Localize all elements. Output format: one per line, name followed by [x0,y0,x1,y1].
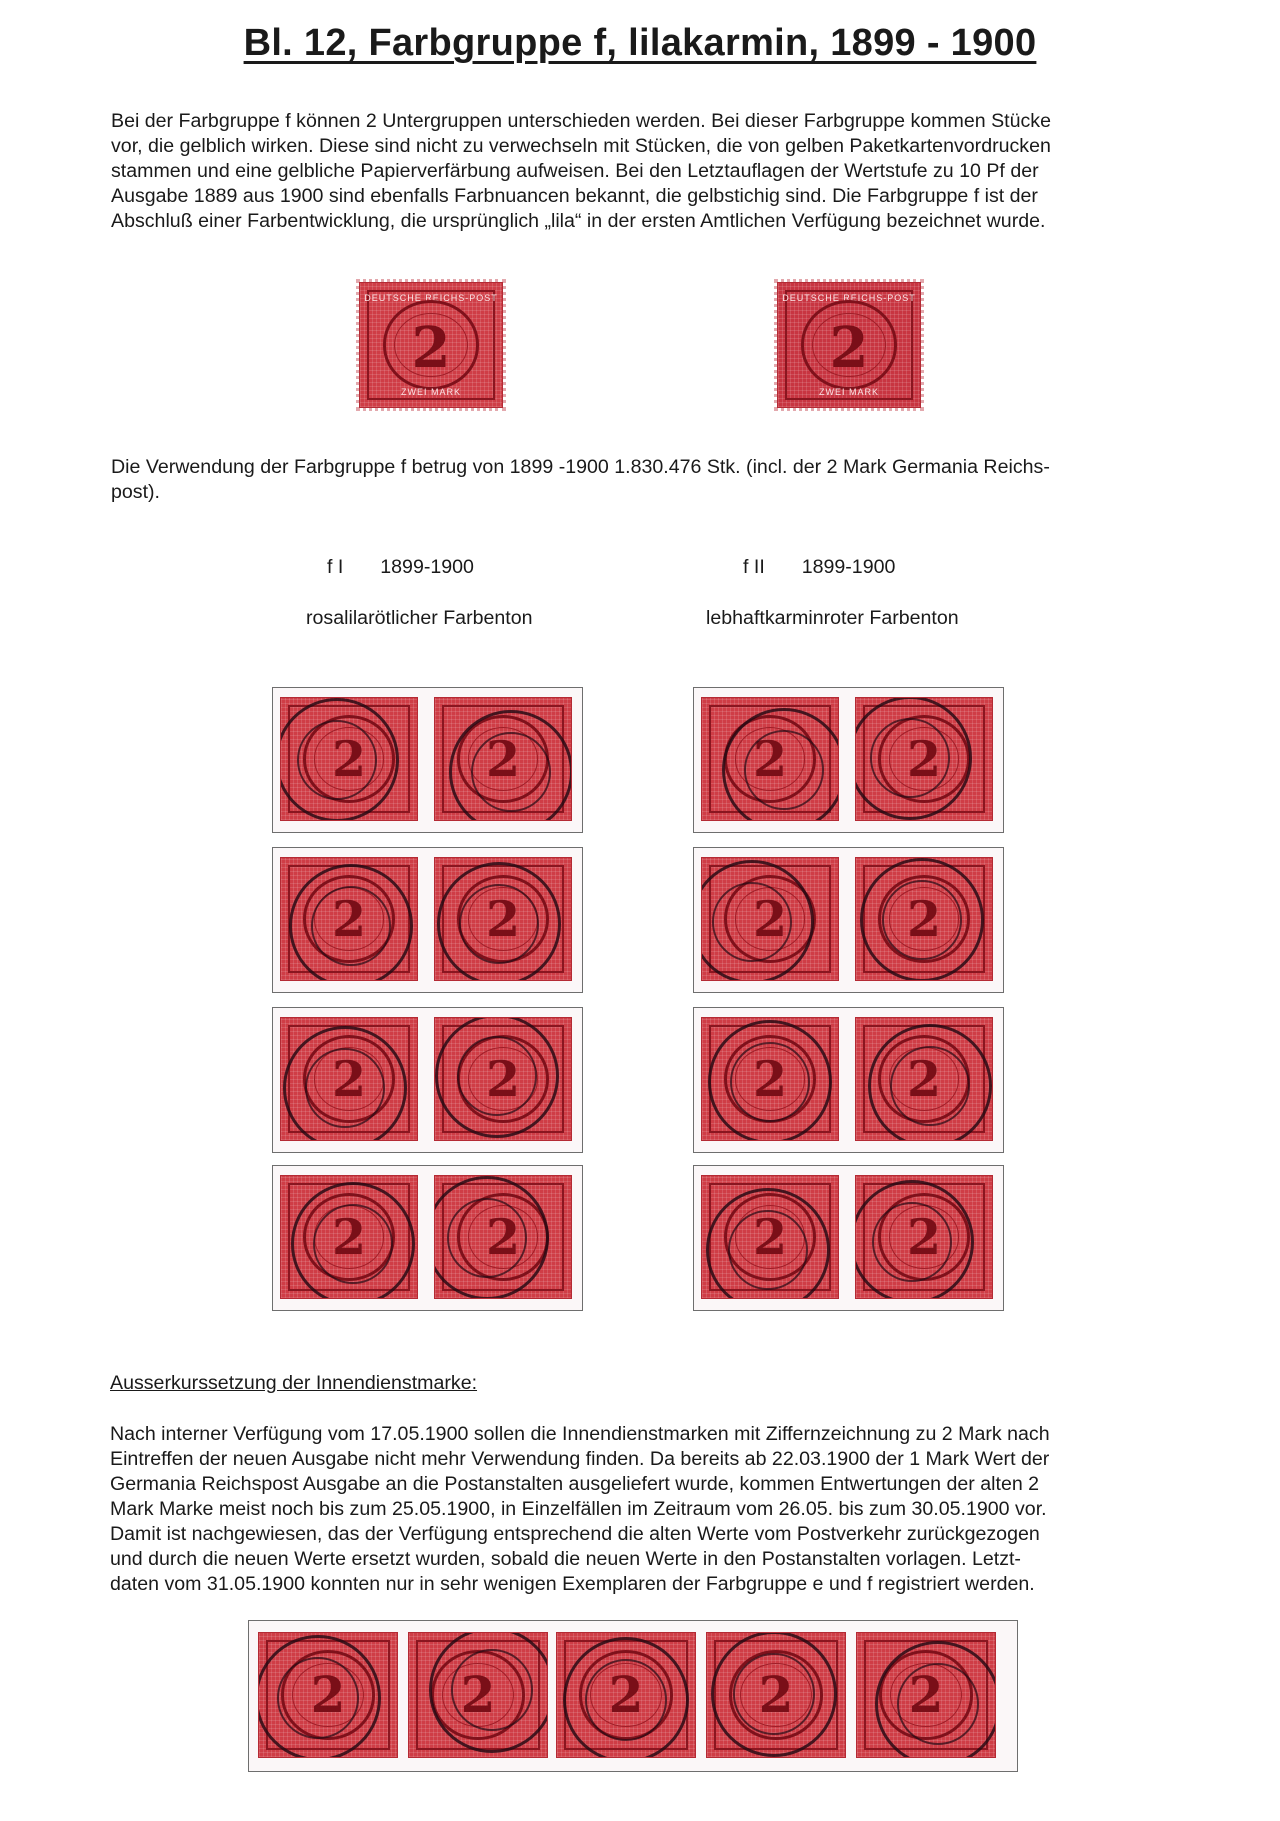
stamp-numeral: 2 [411,315,451,382]
group-fII-description: lebhaftkarminroter Farbenton [706,607,959,629]
postmark-cancel [259,1635,381,1757]
postmark-inner-ring [870,718,950,798]
stamp-pair-card [693,1007,1004,1153]
late-usage-strip [248,1620,1018,1772]
used-stamp [409,1633,547,1757]
stamp-numeral: 2 [752,1207,788,1266]
stamp-numeral: 2 [908,1665,944,1725]
stamp-numeral: 2 [906,1207,942,1266]
stamp-numeral: 2 [485,1207,521,1266]
used-stamp [702,858,838,980]
used-stamp [435,1176,571,1298]
used-stamp [259,1633,397,1757]
stamp-pair-card [272,1165,583,1311]
stamp-numeral: 2 [906,889,942,948]
postmark-cancel [860,858,984,980]
used-stamp [281,1176,417,1298]
intro-line: Bei der Farbgruppe f können 2 Untergruppen unterschieden werden. Bei dieser Farbgruppe kommen Stücke [111,110,1051,132]
used-stamp [281,858,417,980]
stamp-numeral: 2 [906,729,942,788]
stamp-numeral: 2 [752,889,788,948]
page-title: Bl. 12, Farbgruppe f, lilakarmin, 1899 - 1900 [243,22,1037,64]
usage-line: Die Verwendung der Farbgruppe f betrug von 1899 -1900 1.830.476 Stk. (incl. der 2 Mark Germania Reichs- [111,456,1050,478]
stamp-pair-card [272,687,583,833]
group-fI-header [327,555,474,580]
stamp-numeral: 2 [310,1665,346,1725]
usage-paragraph [111,455,1165,505]
postmark-inner-ring [744,730,824,810]
stamp-numeral: 2 [331,1049,367,1108]
mint-stamp [360,283,502,407]
postmark-cancel [449,710,571,820]
postmark-inner-ring [305,1048,385,1128]
stamp-top-label: DEUTSCHE REICHS-POST [364,293,498,303]
used-stamp [702,1176,838,1298]
mint-stamp [778,283,920,407]
used-stamp [856,698,992,820]
postmark-inner-ring [897,1663,979,1745]
stamp-numeral: 2 [906,1049,942,1108]
closing-paragraph [110,1422,1163,1597]
postmark-inner-ring [277,1657,359,1739]
intro-paragraph [111,109,1165,234]
used-stamp [702,698,838,820]
used-stamp [435,698,571,820]
closing-line: Nach interner Verfügung vom 17.05.1900 sollen die Innendienstmarken mit Ziffernzeichnung zu 2 Mark nach [110,1423,1050,1445]
postmark-cancel [435,1176,549,1298]
postmark-inner-ring [471,732,551,812]
postmark-inner-ring [459,884,539,964]
used-stamp [857,1633,995,1757]
group-fII-header [743,555,895,580]
stamp-numeral: 2 [331,889,367,948]
used-stamp [856,858,992,980]
stamp-pair-card [693,847,1004,993]
closing-line: Germania Reichspost Ausgabe an die Postanstalten ausgeliefert wurde, kommen Entwertungen der alten 2 [110,1473,1040,1495]
stamp-numeral: 2 [752,729,788,788]
postmark-cancel [563,1637,689,1757]
stamp-bottom-label: ZWEI MARK [819,387,879,397]
stamp-bottom-label: ZWEI MARK [401,387,461,397]
postmark-cancel [711,1633,837,1757]
closing-line: Mark Marke meist noch bis zum 25.05.1900, in Einzelfällen im Zeitraum vom 26.05. bis zum 30.05.1900 vor. [110,1498,1047,1520]
postmark-cancel [875,1641,995,1757]
postmark-inner-ring [457,1036,537,1116]
postmark-inner-ring [447,1198,527,1278]
used-stamp [557,1633,695,1757]
stamp-pair-card [693,687,1004,833]
stamp-numeral: 2 [829,315,869,382]
stamp-numeral: 2 [608,1665,644,1725]
postmark-inner-ring [733,1653,815,1735]
postmark-inner-ring [313,1204,393,1284]
postmark-cancel [281,698,399,820]
intro-line: vor, die gelblich wirken. Diese sind nicht zu verwechseln mit Stücken, die von gelben Paketkartenvordrucken [111,135,1051,157]
used-stamp [856,1176,992,1298]
group-code: f II [743,556,765,578]
group-fI-description: rosalilarötlicher Farbenton [306,607,533,629]
stamp-numeral: 2 [331,1207,367,1266]
closing-line: Damit ist nachgewiesen, das der Verfügung entsprechend die alten Werte vom Postverkehr zurückgezogen [110,1523,1040,1545]
postmark-inner-ring [882,880,962,960]
intro-line: Ausgabe 1889 aus 1900 sind ebenfalls Farbnuancen bekannt, die gelbstichig sind. Die Farbgruppe f ist der [111,185,1038,207]
postmark-cancel [435,1018,559,1138]
used-stamp [281,698,417,820]
postmark-inner-ring [451,1649,533,1731]
stamp-numeral: 2 [758,1665,794,1725]
group-years: 1899-1900 [380,556,474,578]
used-stamp [707,1633,845,1757]
postmark-cancel [708,1020,832,1140]
postmark-inner-ring [728,1210,808,1290]
group-code: f I [327,556,344,578]
postmark-inner-ring [297,720,377,800]
closing-line: und durch die neuen Werte ersetzt wurden, sobald die neuen Werte in den Postanstalten vorlagen. Letzt- [110,1548,1021,1570]
usage-line: post). [111,481,161,503]
postmark-inner-ring [311,886,391,966]
used-stamp [435,1018,571,1140]
postmark-inner-ring [872,1202,952,1282]
stamp-pair-card [693,1165,1004,1311]
stamp-pair-card [272,847,583,993]
used-stamp [856,1018,992,1140]
postmark-cancel [283,1026,407,1140]
section-heading: Ausserkurssetzung der Innendienstmarke: [110,1372,478,1394]
postmark-inner-ring [890,1046,970,1126]
stamp-numeral: 2 [460,1665,496,1725]
stamp-numeral: 2 [485,1049,521,1108]
used-stamp [702,1018,838,1140]
used-stamp [281,1018,417,1140]
stamp-numeral: 2 [752,1049,788,1108]
stamp-top-label: DEUTSCHE REICHS-POST [782,293,916,303]
stamp-numeral: 2 [331,729,367,788]
postmark-cancel [856,1180,974,1298]
postmark-cancel [437,862,561,980]
closing-line: Eintreffen der neuen Ausgabe nicht mehr Verwendung finden. Da bereits ab 22.03.1900 der 1 Mark Wert der [110,1448,1050,1470]
postmark-inner-ring [585,1659,667,1741]
used-stamp [435,858,571,980]
postmark-inner-ring [730,1042,810,1122]
intro-line: Abschluß einer Farbentwicklung, die ursprünglich „lila“ in der ersten Amtlichen Verfügung bezeichnet wurde. [111,210,1046,232]
stamp-pair-card [272,1007,583,1153]
intro-line: stammen und eine gelbliche Papierverfärbung aufweisen. Bei den Letztauflagen der Wertstufe zu 10 Pf der [111,160,1039,182]
closing-line: daten vom 31.05.1900 konnten nur in sehr wenigen Exemplaren der Farbgruppe e und f registriert werden. [110,1573,1035,1595]
postmark-cancel [289,864,413,980]
postmark-inner-ring [712,882,792,962]
postmark-cancel [291,1182,415,1298]
postmark-cancel [868,1024,992,1140]
stamp-numeral: 2 [485,729,521,788]
stamp-numeral: 2 [485,889,521,948]
group-years: 1899-1900 [801,556,896,578]
